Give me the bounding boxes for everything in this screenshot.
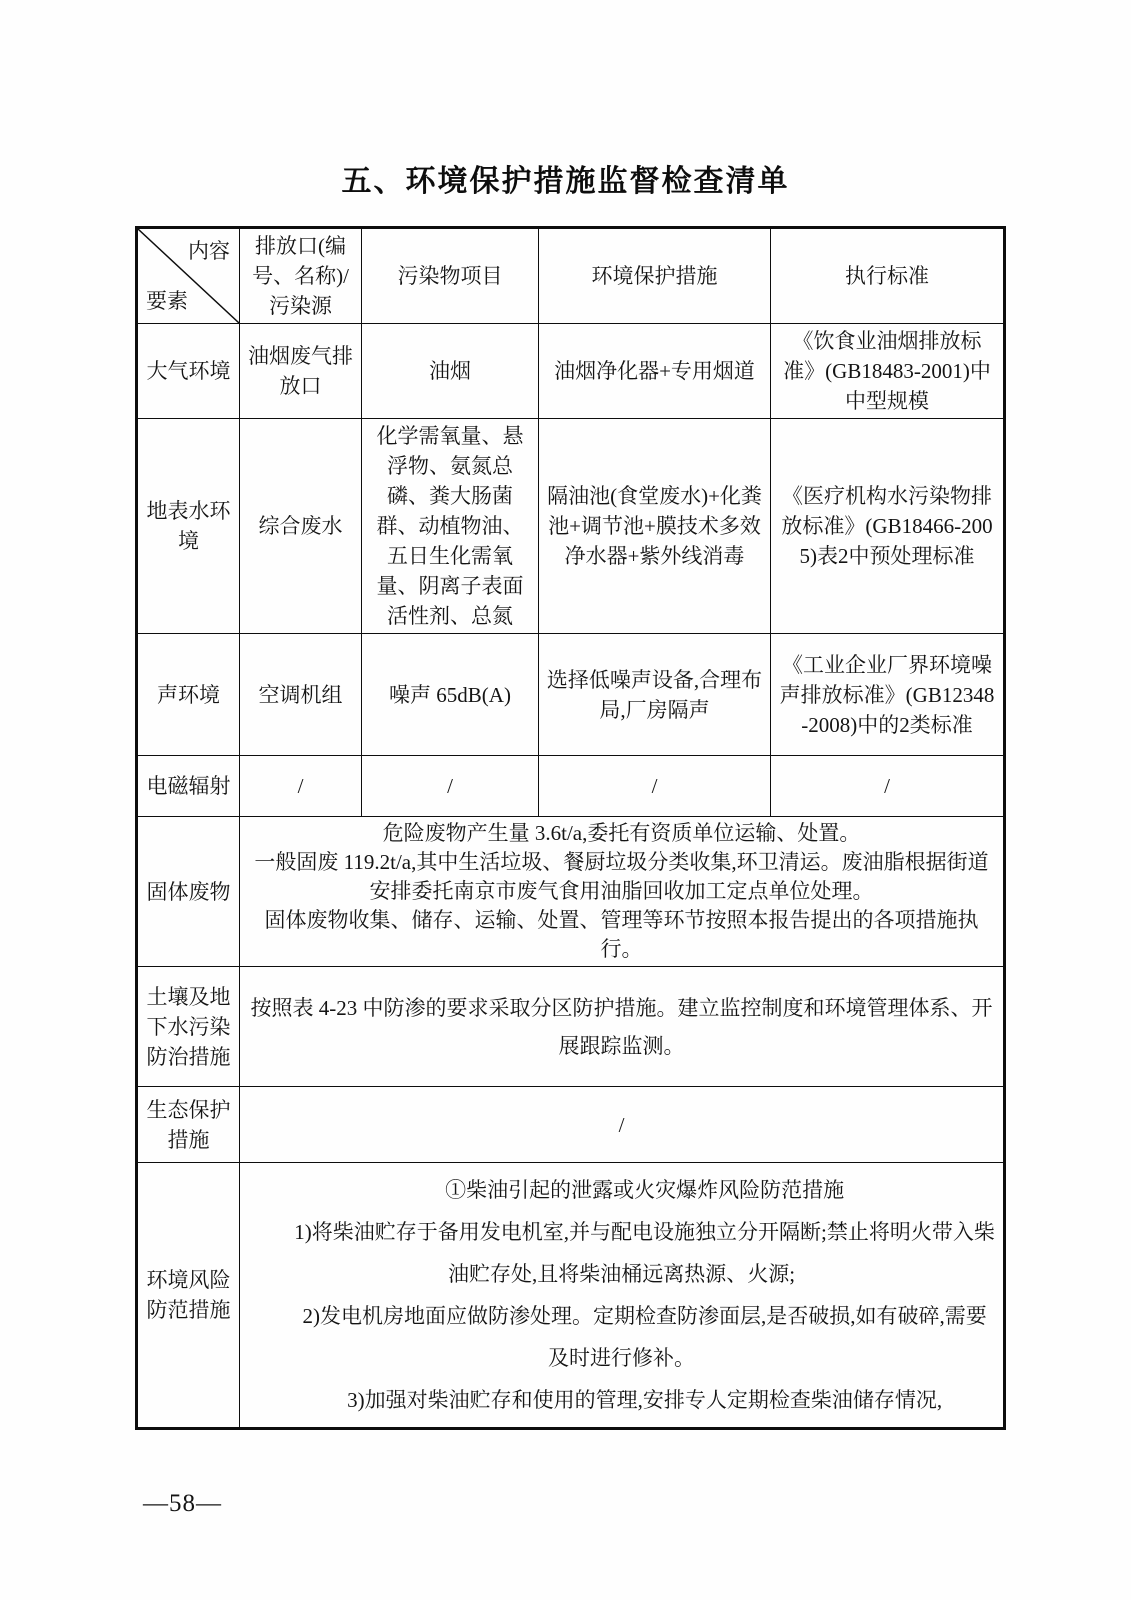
risk-paragraph: 3)加强对柴油贮存和使用的管理,安排专人定期检查柴油储存情况, <box>347 1388 943 1412</box>
corner-label-element: 要素 <box>146 289 188 313</box>
solid-waste-line: 一般固废 119.2t/a,其中生活垃圾、餐厨垃圾分类收集,环卫清运。废油脂根据街道安排委托南京市废气食用油脂回收加工定点单位处理。 <box>254 850 989 903</box>
cell-water-outlet: 综合废水 <box>240 419 362 634</box>
risk-paragraph: 1)将柴油贮存于备用发电机室,并与配电设施独立分开隔断;禁止将明火带入柴油贮存处,且将柴油桶远离热源、火源; <box>294 1220 995 1286</box>
cell-water-standard: 《医疗机构水污染物排放标准》(GB18466-2005)表2中预处理标准 <box>771 419 1005 634</box>
corner-label-content: 内容 <box>188 239 230 263</box>
cell-em-pollutant: / <box>362 756 539 817</box>
row-label-risk-prevention: 环境风险防范措施 <box>137 1163 240 1429</box>
row-label-ecology: 生态保护措施 <box>137 1087 240 1163</box>
cell-air-measures: 油烟净化器+专用烟道 <box>539 324 771 419</box>
column-header-outlet-source: 排放口(编号、名称)/污染源 <box>240 228 362 324</box>
inspection-checklist-table <box>135 226 1006 1430</box>
row-label-electromagnetic: 电磁辐射 <box>137 756 240 817</box>
page-title: 五、环境保护措施监督检查清单 <box>341 165 790 198</box>
cell-em-measures: / <box>539 756 771 817</box>
row-label-surface-water: 地表水环境 <box>137 419 240 634</box>
table-row-soil-groundwater <box>137 967 1005 1087</box>
solid-waste-line: 危险废物产生量 3.6t/a,委托有资质单位运输、处置。 <box>382 821 861 845</box>
column-header-standard: 执行标准 <box>771 228 1005 324</box>
solid-waste-line: 固体废物收集、储存、运输、处置、管理等环节按照本报告提出的各项措施执行。 <box>264 908 979 961</box>
cell-water-pollutant: 化学需氧量、悬浮物、氨氮总磷、粪大肠菌群、动植物油、五日生化需氧量、阴离子表面活性剂、总氮 <box>362 419 539 634</box>
table-row-electromagnetic <box>137 756 1005 817</box>
table-row-surface-water <box>137 419 1005 634</box>
risk-paragraph: 2)发电机房地面应做防渗处理。定期检查防渗面层,是否破损,如有破碎,需要及时进行修补。 <box>302 1304 987 1370</box>
cell-air-outlet: 油烟废气排放口 <box>240 324 362 419</box>
table-row-risk-prevention <box>137 1163 1005 1429</box>
cell-noise-pollutant: 噪声 65dB(A) <box>362 634 539 756</box>
cell-risk-details <box>240 1163 1005 1429</box>
header-row <box>137 228 1005 324</box>
row-label-soil-groundwater: 土壤及地下水污染防治措施 <box>137 967 240 1087</box>
page-number: —58— <box>143 1490 222 1517</box>
column-header-pollutant-item: 污染物项目 <box>362 228 539 324</box>
row-label-noise-environment: 声环境 <box>137 634 240 756</box>
cell-solid-waste-details <box>240 817 1005 967</box>
risk-paragraph: ①柴油引起的泄露或火灾爆炸风险防范措施 <box>445 1178 845 1202</box>
corner-header-cell <box>137 228 240 324</box>
table-row-air <box>137 324 1005 419</box>
cell-em-outlet: / <box>240 756 362 817</box>
table-row-noise <box>137 634 1005 756</box>
cell-em-standard: / <box>771 756 1005 817</box>
table-row-ecology <box>137 1087 1005 1163</box>
table-row-solid-waste <box>137 817 1005 967</box>
cell-soil-details: 按照表 4-23 中防渗的要求采取分区防护措施。建立监控制度和环境管理体系、开展跟踪监测。 <box>240 967 1005 1087</box>
cell-noise-standard: 《工业企业厂界环境噪声排放标准》(GB12348-2008)中的2类标准 <box>771 634 1005 756</box>
cell-noise-source: 空调机组 <box>240 634 362 756</box>
cell-air-pollutant: 油烟 <box>362 324 539 419</box>
cell-water-measures: 隔油池(食堂废水)+化粪池+调节池+膜技术多效净水器+紫外线消毒 <box>539 419 771 634</box>
cell-noise-measures: 选择低噪声设备,合理布局,厂房隔声 <box>539 634 771 756</box>
row-label-solid-waste: 固体废物 <box>137 817 240 967</box>
column-header-protection-measures: 环境保护措施 <box>539 228 771 324</box>
cell-ecology-details: / <box>240 1087 1005 1163</box>
cell-air-standard: 《饮食业油烟排放标准》(GB18483-2001)中中型规模 <box>771 324 1005 419</box>
row-label-air-environment: 大气环境 <box>137 324 240 419</box>
